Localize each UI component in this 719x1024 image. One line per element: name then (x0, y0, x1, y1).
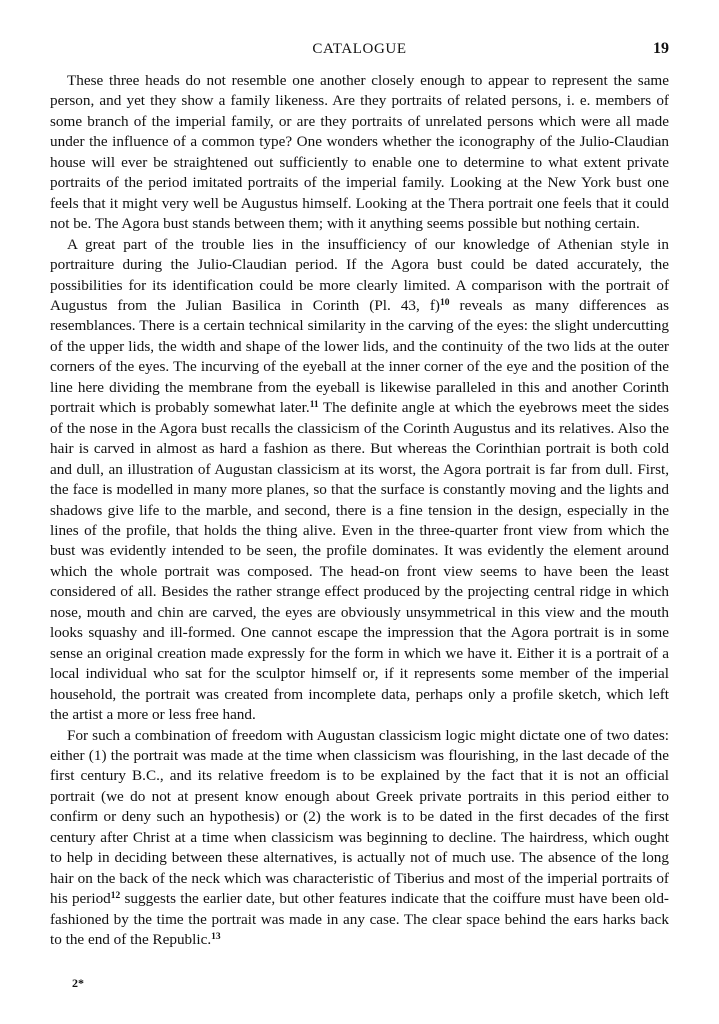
signature-mark: 2* (72, 976, 84, 990)
text-segment: The definite angle at which the eyebrows meet the sides of the nose in the Agora bust recalls the classicism of the Corinth Augustus and its relatives. Also the hair is carved in almost as hard a fashion as there. But whereas the Corinthian portrait is both cold and dull, an illustration of Augustan classicism at its worst, the Agora portrait is far from dull. First, the face is modelled in many more planes, so that the surface is constantly moving and the lights and shadows give life to the marble, and second, there is a fine tension in the design, especially in the lines of the profile, that holds the thing alive. Even in the three-quarter front view from which the bust was evidently intended to be seen, the profile dominates. It was evidently the element around which the whole portrait was composed. The head-on front view seems to have been the least considered of all. Besides the rather strange effect produced by the projecting central ridge in which nose, mouth and chin are carved, the eyes are obviously unsymmetrical in this view and the mouth looks squashy and ill-formed. One cannot escape the impression that the Agora portrait is in some sense an original creation made expressly for the form in which we have it. Either it is a portrait of a local individual who sat for the sculptor himself or, if it represents some member of the imperial household, the portrait was created from incomplete data, perhaps only a profile sketch, which left the artist a more or less free hand. (50, 399, 670, 724)
footnote-ref-10: 10 (439, 297, 450, 308)
running-head (50, 41, 669, 61)
body-text (50, 71, 669, 950)
text-segment: For such a combination of freedom with Augustan classicism logic might dictate one of two dates: either (1) the portrait was made at the time when classicism was flourishing, in the last decade of the first century B.C., and its relative freedom is to be explained by the fact that it is not an official portrait (we do not at present know enough about Greek private portraits in this period either to confirm or deny such an hypothesis) or (2) the work is to be dated in the first decades of the first century after Christ at a time when classicism was beginning to decline. The hairdress, which ought to help in deciding between these alternatives, is actually not of much use. The absence of the long hair on the back of the neck which was characteristic of Tiberius and most of the imperial portraits of his period (50, 726, 669, 908)
text-segment: A great part of the trouble lies in the insufficiency of our knowledge of Athenian style in portraiture during the Julio-Claudian period. If the Agora bust could be dated accurately, the possibilities for its identification could be more clearly limited. A comparison with the portrait of Augustus from the Julian Basilica in Corinth (Pl. 43, f) (50, 235, 669, 314)
text-segment: suggests the earlier date, but other features indicate that the coiffure must have been old-fashioned by the time the portrait was made in any case. The clear space behind the ears harks back to the end of the Republic. (50, 890, 669, 949)
paragraph-3 (50, 726, 669, 951)
paragraph-2 (50, 235, 669, 726)
footnote-ref-13: 13 (211, 932, 221, 943)
text-segment: These three heads do not resemble one another closely enough to appear to represent the same person, and yet they show a family likeness. Are they portraits of related persons, i. e. members of some branch of the imperial family, or are they portraits of unrelated persons which were all made under the influence of a common type? One wonders whether the iconography of the Julio-Claudian house will ever be straightened out sufficiently to enable one to determine to what extent private portraits of the period imitated portraits of the imperial family. Looking at the New York bust one feels that it might very well be Augustus himself. Looking at the Thera portrait one feels that it could not be. The Agora bust stands between them; with it anything seems possible but nothing certain. (50, 72, 669, 233)
text-segment: reveals as many differences as resemblances. There is a certain technical similarity in the carving of the eyes: the slight undercutting of the upper lids, the width and shape of the lower lids, and the continuity of the two lids at the outer corners of the eyes. The incurving of the eyeball at the inner corner of the eye and the position of the line here dividing the membrane from the eyeball is likewise paralleled in this and another Corinth portrait which is probably somewhat later. (50, 296, 669, 417)
footnote-ref-12: 12 (110, 891, 121, 902)
paragraph-1 (50, 71, 669, 235)
page-number: 19 (653, 40, 669, 57)
footnote-ref-11: 11 (309, 400, 319, 411)
running-title: CATALOGUE (312, 41, 407, 57)
